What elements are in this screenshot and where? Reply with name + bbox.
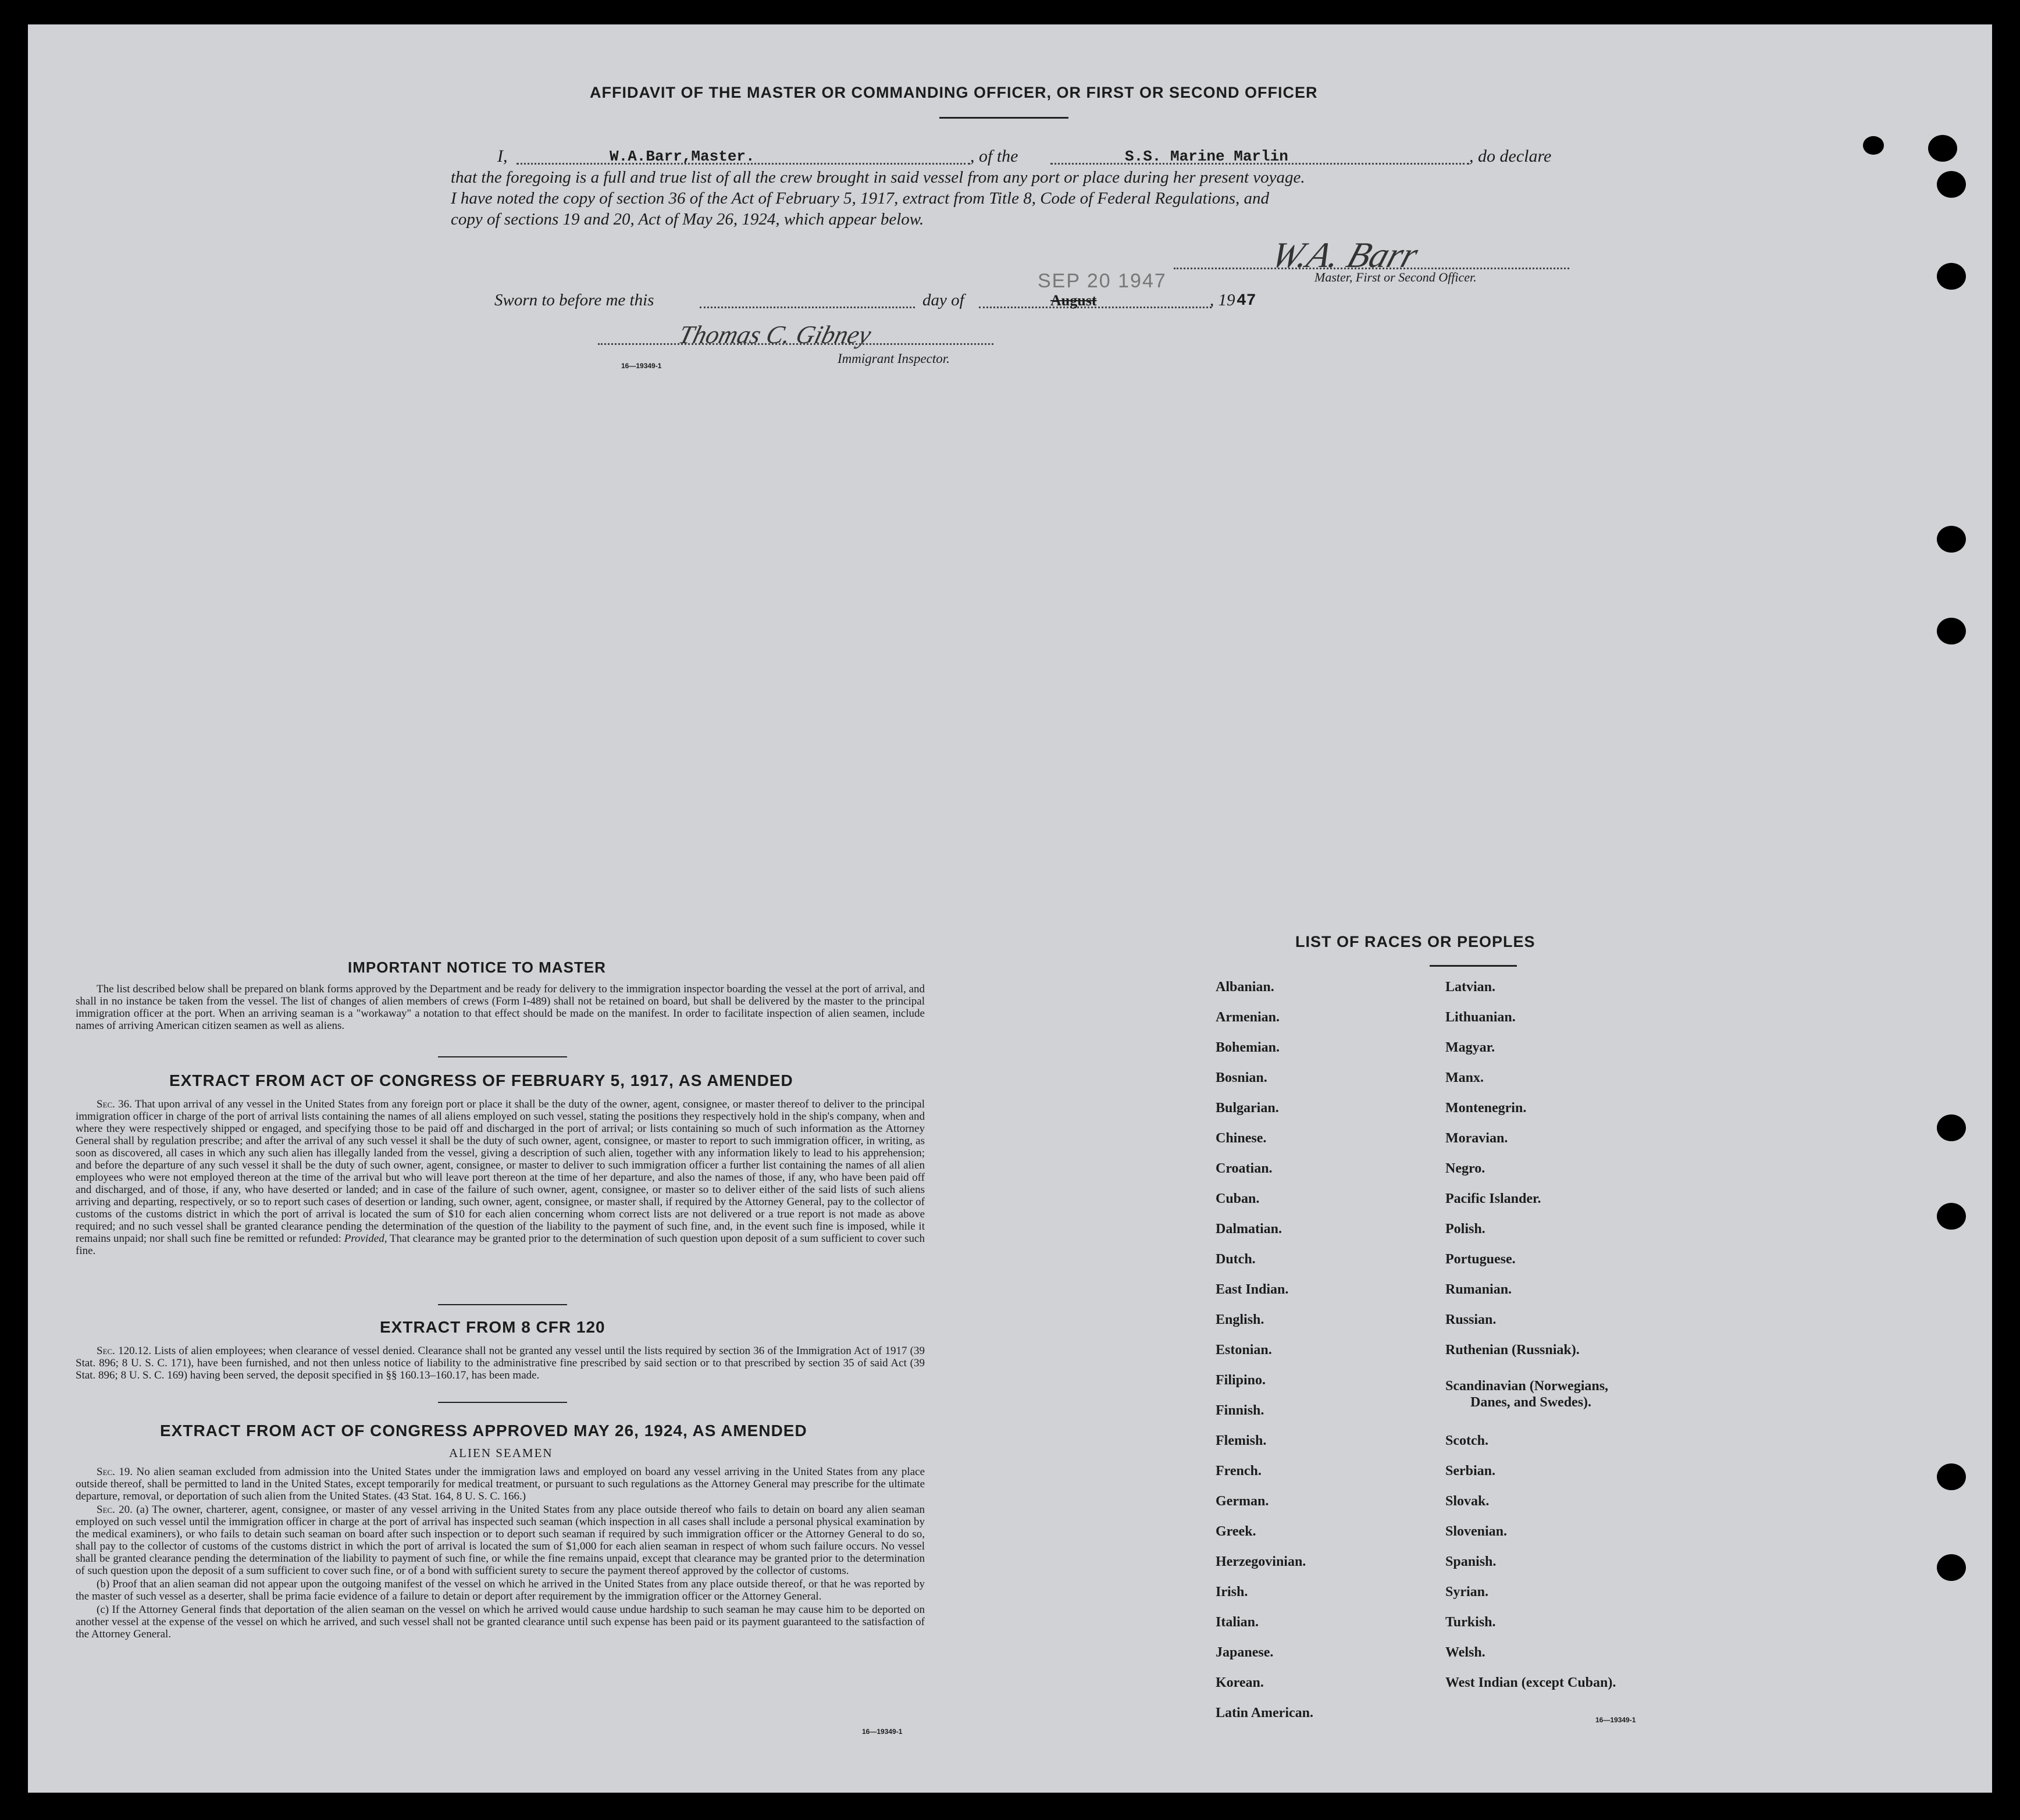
race-right-11: Russian. <box>1445 1312 1497 1327</box>
form-number-left: 16—19349-1 <box>862 1728 903 1736</box>
race-left-15: Flemish. <box>1216 1433 1267 1448</box>
year-prefix: , 19 <box>1210 291 1235 309</box>
sec-120-paragraph <box>76 1345 925 1381</box>
affidavit-line-2: that the foregoing is a full and true list of all the crew brought in said vessel from any port or place during her present voyage. <box>451 168 1305 187</box>
race-right-4: Montenegrin. <box>1445 1100 1527 1116</box>
proviso-label: Provided, <box>344 1233 387 1245</box>
punch-hole <box>1937 1114 1966 1141</box>
races-rule <box>1430 965 1517 967</box>
race-left-10: East Indian. <box>1216 1282 1289 1297</box>
affidavit-title: AFFIDAVIT OF THE MASTER OR COMMANDING OFFICER, OR FIRST OR SECOND OFFICER <box>590 84 1318 101</box>
race-left-19: Herzegovinian. <box>1216 1554 1306 1569</box>
form-number-right: 16—19349-1 <box>1595 1716 1636 1724</box>
vessel-name-typed: S.S. Marine Marlin <box>1125 148 1288 165</box>
extract-1917-body <box>76 1098 925 1258</box>
race-left-5: Chinese. <box>1216 1131 1267 1146</box>
race-left-17: German. <box>1216 1494 1269 1509</box>
race-right-13: Scandinavian (Norwegians, <box>1445 1379 1609 1394</box>
extract-cfr-body <box>76 1345 925 1383</box>
race-left-7: Cuban. <box>1216 1191 1260 1206</box>
sec-20a-text: (a) The owner, charterer, agent, consignee, or master of any vessel arriving in the United States from any place outside thereof who fails to detain on board any alien seaman employed on such vessel until the immigration officer in charge at the port of arrival has inspected such seaman (which inspection in all cases shall include a personal physical examination by the medical examiners), or who fails to detain such seaman on board after such inspection or to deport such seaman if required by such immigration officer or the Attorney General to do so, shall pay to the collector of customs of the customs district in which the port of arrival is located the sum of $1,000 for each alien seaman in respect of whom such failure occurs. No vessel shall be granted clearance pending the determination of the liability to payment of such fine, or while the fine remains unpaid, except that clearance may be granted prior to the determination of such question upon the deposit of a sum sufficient to cover such fine, or of a bond with sufficient surety to secure the payment thereof approved by the collector of customs. <box>76 1504 925 1577</box>
month-struck: August <box>1050 292 1097 309</box>
extract-1924-title: EXTRACT FROM ACT OF CONGRESS APPROVED MAY 26, 1924, AS AMENDED <box>160 1422 807 1440</box>
punch-hole <box>1937 526 1966 553</box>
race-left-8: Dalmatian. <box>1216 1221 1282 1237</box>
master-signature-line <box>1174 268 1569 269</box>
race-right-17: Slovak. <box>1445 1494 1490 1509</box>
punch-hole <box>1928 135 1957 162</box>
declarant-prefix: I, <box>497 147 508 166</box>
extract-1917-title: EXTRACT FROM ACT OF CONGRESS OF FEBRUARY 5, 1917, AS AMENDED <box>169 1071 793 1089</box>
document-page <box>28 24 1992 1793</box>
punch-hole <box>1937 1463 1966 1490</box>
race-right-1: Lithuanian. <box>1445 1010 1516 1025</box>
race-left-23: Korean. <box>1216 1675 1264 1690</box>
sec-36-text: That upon arrival of any vessel in the United States from any foreign port or place it shall be the duty of the owner, agent, consignee, or master thereof to deliver to the principal immigration officer in charge of the port of arrival lists containing the names of all aliens employed on such vessel, stating the positions they respectively hold in the ship's company, when and where they were respectively shipped or engaged, and specifying those to be paid off and discharged in the port of arrival; or lists containing so much of such information as the Attorney General shall by regulation prescribe; and after the arrival of any such vessel it shall be the duty of such owner, agent, consignee, or master to report to such immigration officer, in writing, as soon as discovered, all cases in which any such alien has illegally landed from the vessel, giving a description of such alien, together with any information likely to lead to his apprehension; and before the departure of any such vessel it shall be the duty of such owner, agent, consignee, or master to deliver to such immigration officer a further list containing the names of all alien employees who were not employed thereon at the time of the arrival but who will leave port thereon at the time of her departure, and also the names of those, if any, who have been paid off and discharged, and of those, if any, who have deserted or landed; and in case of the failure of such owner, agent, consignee, or master so to deliver either of the said lists of such aliens arriving and departing, respectively, or so to report such cases of desertion or landing, such owner, agent, consignee, or master shall, if required by the Attorney General, pay to the collector of customs of the customs district in which the port of arrival is located the sum of $10 for each alien concerning whom correct lists are not delivered or a true report is not made as above required; and no such vessel shall be granted clearance pending the determination of the question of the liability to the payment of such fine, and, in the event such fine is imposed, while it remains unpaid; nor shall such fine be remitted or refunded: <box>76 1098 925 1245</box>
race-right-23: West Indian (except Cuban). <box>1445 1675 1616 1690</box>
punch-hole <box>1937 618 1966 644</box>
notice-paragraph: The list described below shall be prepared on blank forms approved by the Department and be ready for delivery to the immigration inspector boarding the vessel at the port of arrival, and shall in no instance be taken from the vessel. The list of changes of alien members of crews (Form I-489) shall not be retained on board, but shall be delivered by the master to the principal immigration officer at the port. When an arriving seaman is a "workaway" a notation to that effect should be made on the manifest. In order to facilitate inspection of alien seamen, include names of arriving American citizen seamen as well as aliens. <box>76 983 925 1032</box>
race-right-14: Danes, and Swedes). <box>1470 1395 1592 1410</box>
sec-120-text: Lists of alien employees; when clearance of vessel denied. Clearance shall not be granted any vessel until the lists required by section 36 of the Immigration Act of 1917 (39 Stat. 896; 8 U. S. C. 171), have been furnished, and not then unless notice of liability to the administrative fine prescribed by said section or to that prescribed by section 35 of said Act (39 Stat. 896; 8 U. S. C. 169) having been served, the deposit specified in §§ 160.13–160.17, has been made. <box>76 1345 925 1381</box>
race-left-9: Dutch. <box>1216 1252 1256 1267</box>
title-rule <box>939 117 1068 119</box>
inspector-caption: Immigrant Inspector. <box>838 351 950 366</box>
races-title: LIST OF RACES OR PEOPLES <box>1295 933 1536 950</box>
race-right-2: Magyar. <box>1445 1040 1495 1055</box>
sec-20b-paragraph: (b) Proof that an alien seaman did not appear upon the outgoing manifest of the vessel on which he arrived in the United States from any place outside thereof, or that he was reported by the master of such vessel as a deserter, shall be prima facie evidence of a failure to detain or deport after requirement by the immigration officer or the Attorney General. <box>76 1578 925 1602</box>
race-left-20: Irish. <box>1216 1584 1248 1600</box>
race-left-0: Albanian. <box>1216 980 1274 995</box>
race-right-9: Portuguese. <box>1445 1252 1516 1267</box>
race-left-3: Bosnian. <box>1216 1070 1267 1085</box>
master-caption: Master, First or Second Officer. <box>1314 270 1477 284</box>
race-left-6: Croatian. <box>1216 1161 1273 1176</box>
race-right-3: Manx. <box>1445 1070 1484 1085</box>
day-dotted-line <box>700 307 915 308</box>
sec-19-text: No alien seaman excluded from admission into the United States under the immigration laws and employed on board any vessel arriving in the United States from any place outside thereof, shall be permitted to land in the United States, except temporarily for medical treatment, or pursuant to such regulations as the Attorney General may prescribe for the ultimate departure, removal, or deportation of such alien from the United States. (43 Stat. 164, 8 U. S. C. 166.) <box>76 1466 925 1502</box>
race-right-5: Moravian. <box>1445 1131 1508 1146</box>
punch-hole <box>1937 263 1966 290</box>
sworn-label: Sworn to before me this <box>494 291 654 309</box>
race-right-8: Polish. <box>1445 1221 1485 1237</box>
extract-cfr-title: EXTRACT FROM 8 CFR 120 <box>380 1318 605 1336</box>
sec-36-paragraph <box>76 1098 925 1257</box>
race-right-19: Spanish. <box>1445 1554 1497 1569</box>
race-right-18: Slovenian. <box>1445 1524 1508 1539</box>
sec-20a-paragraph <box>76 1504 925 1577</box>
extract-1917-rule <box>438 1304 567 1305</box>
of-the-label: , of the <box>970 147 1018 166</box>
race-left-1: Armenian. <box>1216 1010 1280 1025</box>
affidavit-line-4: copy of sections 19 and 20, Act of May 26, 1924, which appear below. <box>451 210 924 229</box>
race-right-12: Ruthenian (Russniak). <box>1445 1342 1580 1358</box>
sec-36-label: Sec. 36. <box>97 1098 132 1110</box>
race-left-4: Bulgarian. <box>1216 1100 1279 1116</box>
year-typed: 47 <box>1237 292 1256 310</box>
affidavit-line-3: I have noted the copy of section 36 of the Act of February 5, 1917, extract from Title 8, Code of Federal Regulations, and <box>451 189 1270 208</box>
master-signature: W.A. Barr <box>1266 236 1423 275</box>
sec-20c-paragraph: (c) If the Attorney General finds that deportation of the alien seaman on the vessel on which he arrived would cause undue hardship to such seaman he may cause him to be deported on another vessel at the expense of the vessel on which he arrived, and such vessel shall not be granted clearance until such expense has been paid or its payment guaranteed to the satisfaction of the Attorney General. <box>76 1604 925 1640</box>
form-number-top: 16—19349-1 <box>621 362 662 370</box>
race-right-0: Latvian. <box>1445 980 1496 995</box>
sec-36-proviso: That clearance may be granted prior to the determination of such question upon deposit of a sum sufficient to cover such fine. <box>76 1233 925 1257</box>
race-left-11: English. <box>1216 1312 1264 1327</box>
sec-19-label: Sec. 19. <box>97 1466 133 1478</box>
sec-20-label: Sec. 20. <box>97 1504 133 1516</box>
race-right-16: Serbian. <box>1445 1463 1496 1479</box>
sec-19-paragraph <box>76 1466 925 1502</box>
inspector-signature-line <box>598 343 993 345</box>
alien-seamen-subtitle: ALIEN SEAMEN <box>449 1446 553 1460</box>
date-stamp: SEP 20 1947 <box>1038 270 1167 292</box>
do-declare-label: , do declare <box>1469 147 1552 166</box>
punch-hole <box>1937 1203 1966 1230</box>
inspector-signature: Thomas C. Gibney <box>675 320 874 349</box>
race-left-18: Greek. <box>1216 1524 1256 1539</box>
race-right-22: Welsh. <box>1445 1645 1485 1660</box>
race-left-24: Latin American. <box>1216 1705 1313 1721</box>
race-right-15: Scotch. <box>1445 1433 1488 1448</box>
extract-1924-body <box>76 1466 925 1641</box>
race-right-6: Negro. <box>1445 1161 1485 1176</box>
race-right-7: Pacific Islander. <box>1445 1191 1541 1206</box>
notice-body <box>76 983 925 1033</box>
notice-rule <box>438 1056 567 1057</box>
extract-cfr-rule <box>438 1402 567 1403</box>
race-left-22: Japanese. <box>1216 1645 1274 1660</box>
race-left-14: Finnish. <box>1216 1403 1264 1418</box>
punch-hole <box>1937 1554 1966 1581</box>
race-left-16: French. <box>1216 1463 1262 1479</box>
notice-title: IMPORTANT NOTICE TO MASTER <box>348 959 606 976</box>
sec-120-label: Sec. 120.12. <box>97 1345 152 1357</box>
punch-hole <box>1863 136 1884 155</box>
master-name-typed: W.A.Barr,Master. <box>610 148 755 165</box>
race-right-20: Syrian. <box>1445 1584 1489 1600</box>
day-of-label: day of <box>922 291 964 309</box>
race-left-13: Filipino. <box>1216 1373 1266 1388</box>
race-right-10: Rumanian. <box>1445 1282 1512 1297</box>
punch-hole <box>1937 171 1966 198</box>
race-left-21: Italian. <box>1216 1615 1259 1630</box>
race-right-21: Turkish. <box>1445 1615 1496 1630</box>
race-left-12: Estonian. <box>1216 1342 1272 1358</box>
race-left-2: Bohemian. <box>1216 1040 1280 1055</box>
